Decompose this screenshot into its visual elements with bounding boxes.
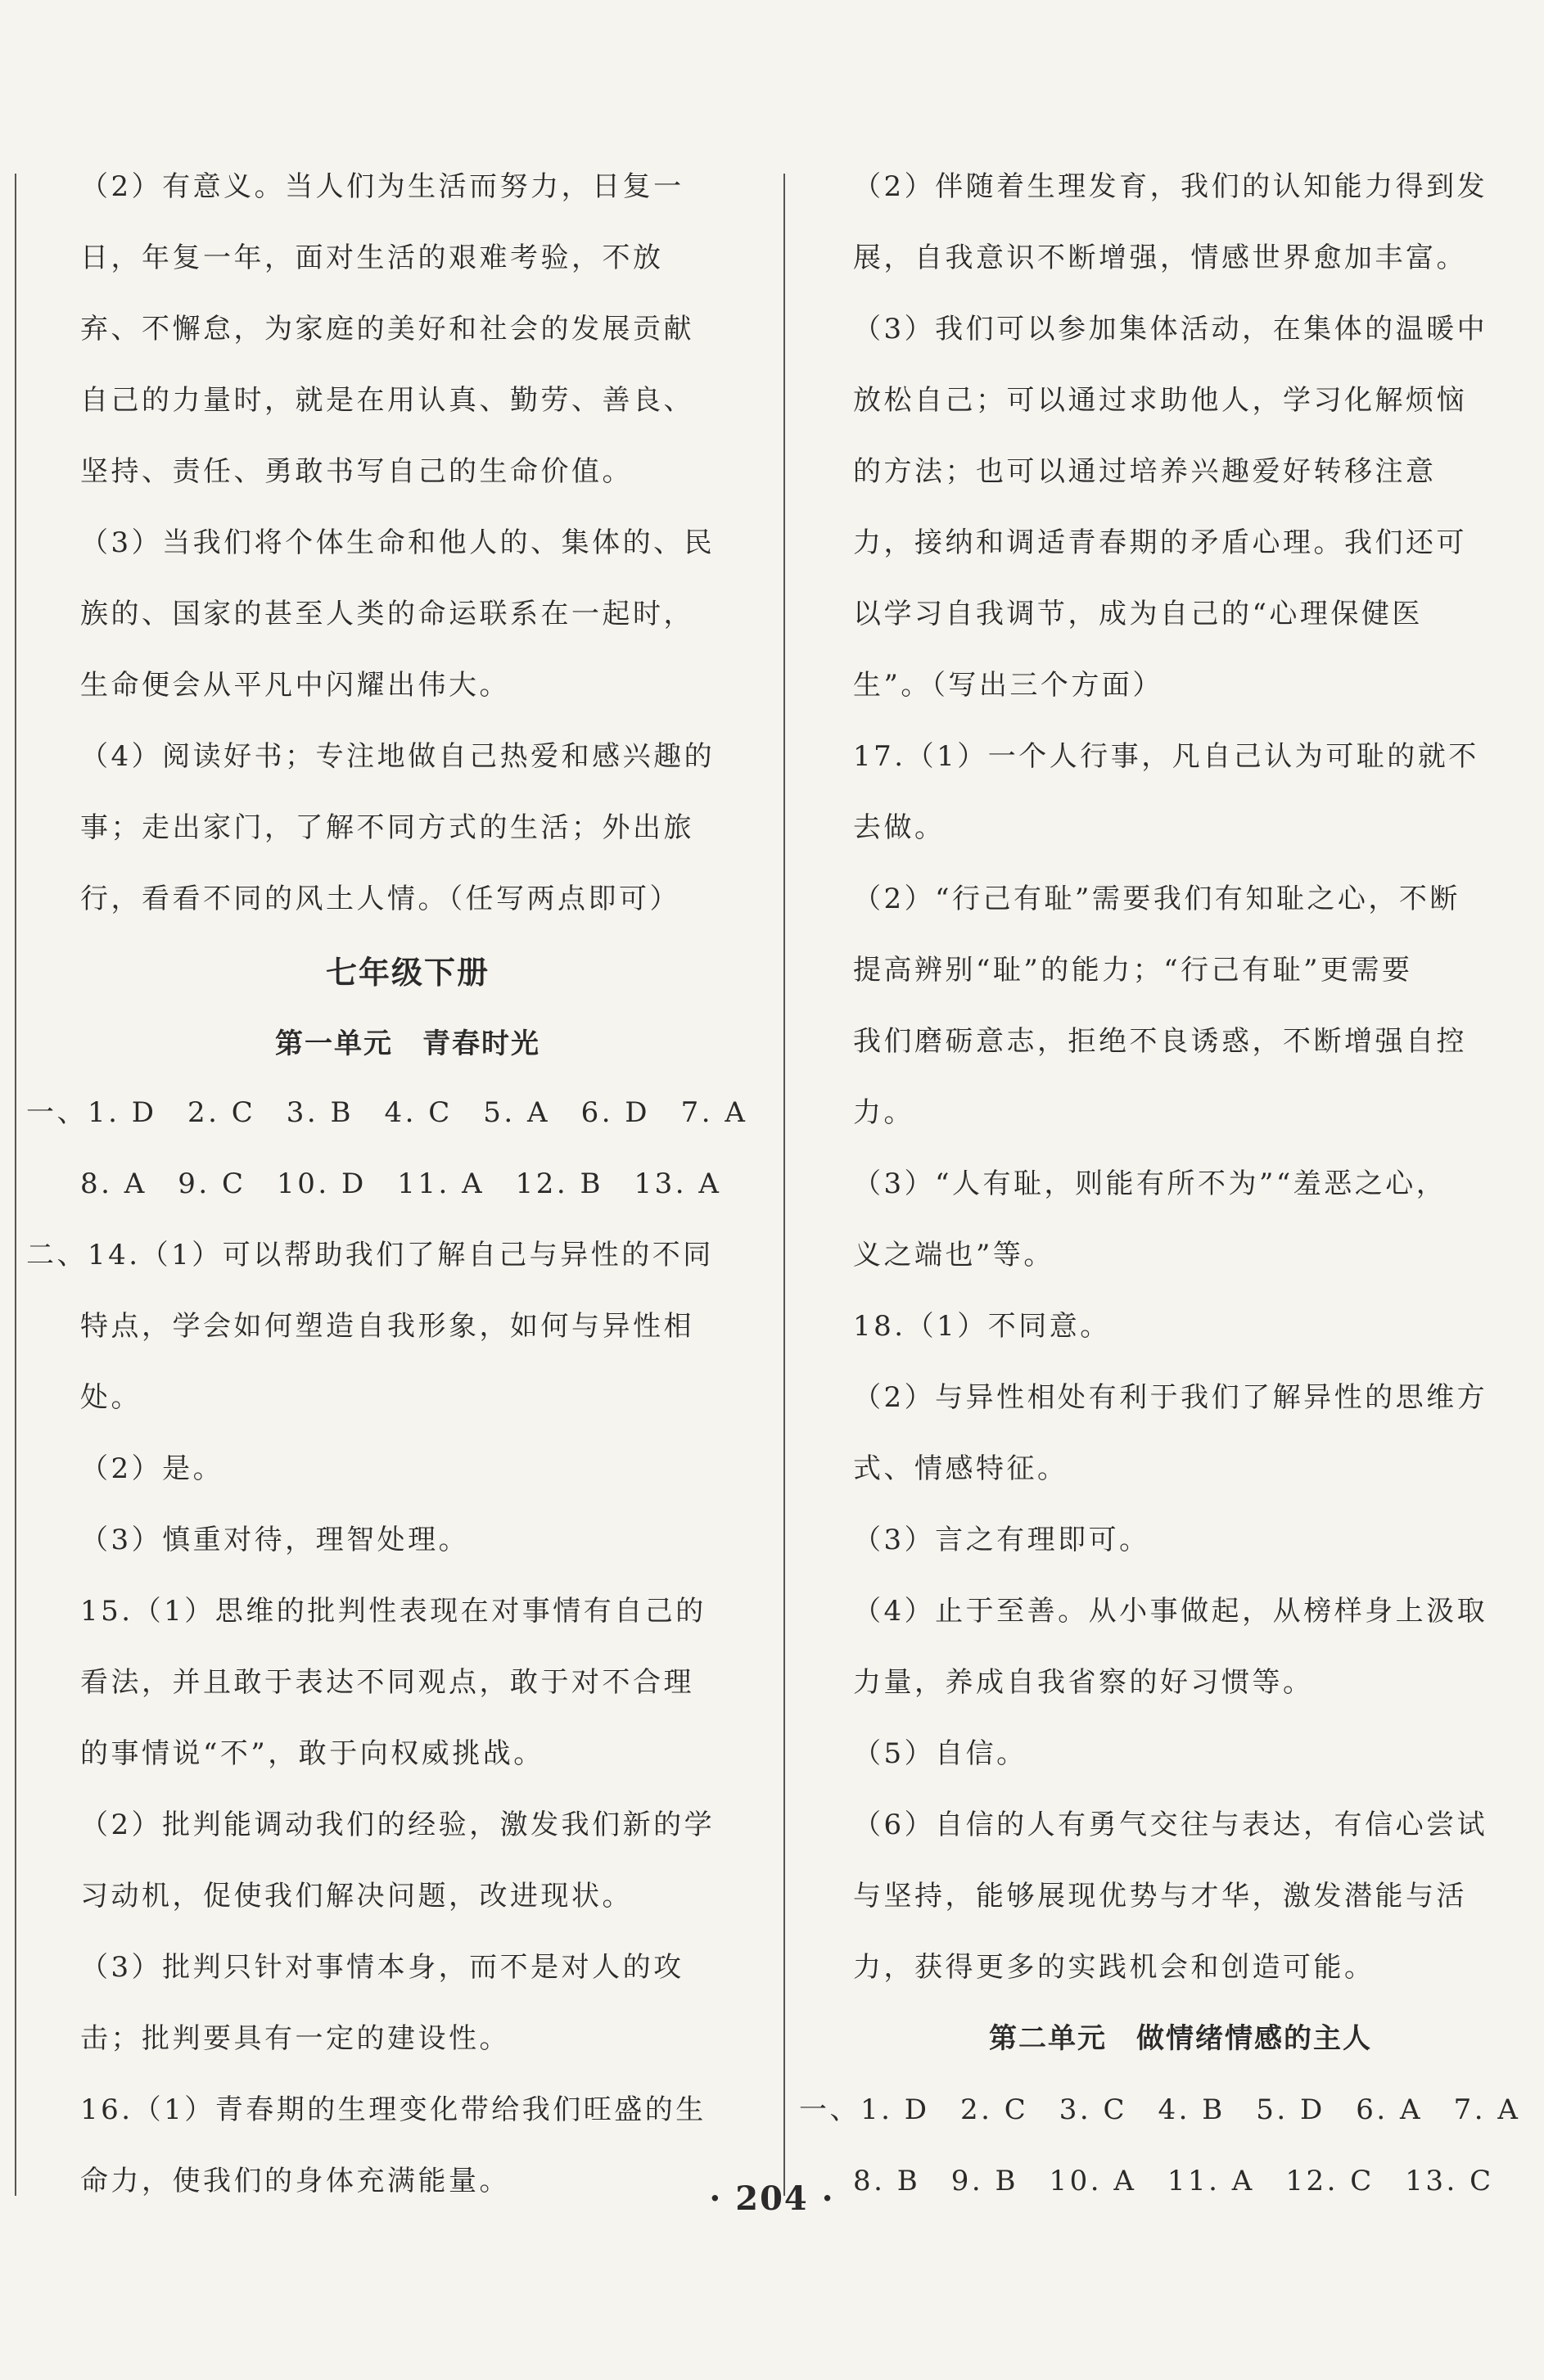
- text-line: 特点，学会如何塑造自我形象，如何与异性相: [80, 1310, 694, 1343]
- page-number: · 204 ·: [709, 2179, 835, 2218]
- text-line: （2）与异性相处有利于我们了解异性的思维方: [853, 1381, 1488, 1414]
- text-line: （3）批判只针对事情本身，而不是对人的攻: [80, 1951, 684, 1984]
- text-line: （2）是。: [80, 1452, 224, 1485]
- text-line: （3）“人有耻，则能有所不为”“羞恶之心，: [853, 1167, 1447, 1200]
- text-line: 二、14.（1）可以帮助我们了解自己与异性的不同: [26, 1239, 714, 1271]
- text-line: 击；批判要具有一定的建设性。: [80, 2022, 510, 2055]
- text-line: （5）自信。: [853, 1737, 1027, 1770]
- text-line: （4）阅读好书；专注地做自己热爱和感兴趣的: [80, 740, 716, 773]
- column-divider-rule: [783, 174, 785, 2196]
- text-line: 生”。（写出三个方面）: [853, 669, 1163, 702]
- text-line: 看法，并且敢于表达不同观点，敢于对不合理: [80, 1666, 694, 1699]
- text-line: 处。: [80, 1381, 142, 1414]
- text-line: 我们磨砺意志，拒绝不良诱惑，不断增强自控: [853, 1025, 1467, 1058]
- text-line: 弃、不懈怠，为家庭的美好和社会的发展贡献: [80, 313, 694, 345]
- text-line: （6）自信的人有勇气交往与表达，有信心尝试: [853, 1809, 1488, 1841]
- text-line: 去做。: [853, 811, 946, 844]
- text-line: 18.（1）不同意。: [853, 1310, 1111, 1343]
- unit-heading: 第二单元 做情绪情感的主人: [989, 2022, 1372, 2055]
- text-line: 17.（1）一个人行事，凡自己认为可耻的就不: [853, 740, 1479, 773]
- text-line: （3）我们可以参加集体活动，在集体的温暖中: [853, 313, 1488, 345]
- unit-heading: 第一单元 青春时光: [275, 1027, 540, 1060]
- section-title: 七年级下册: [325, 954, 490, 991]
- text-line: 力，接纳和调适青春期的矛盾心理。我们还可: [853, 526, 1467, 559]
- text-line: 提高辨别“耻”的能力；“行己有耻”更需要: [853, 954, 1413, 987]
- text-line: 放松自己；可以通过求助他人，学习化解烦恼: [853, 384, 1467, 417]
- text-line: 式、情感特征。: [853, 1452, 1068, 1485]
- text-line: 以学习自我调节，成为自己的“心理保健医: [853, 598, 1423, 630]
- text-line: 族的、国家的甚至人类的命运联系在一起时，: [80, 598, 694, 630]
- text-line: 日，年复一年，面对生活的艰难考验，不放: [80, 242, 664, 274]
- choice-answers: 8. B 9. B 10. A 11. A 12. C 13. C: [853, 2165, 1494, 2197]
- text-line: 坚持、责任、勇敢书写自己的生命价值。: [80, 455, 633, 488]
- text-line: （2）伴随着生理发育，我们的认知能力得到发: [853, 170, 1488, 203]
- text-line: 行，看看不同的风土人情。（任写两点即可）: [80, 883, 680, 915]
- choice-answers: 一、1. D 2. C 3. B 4. C 5. A 6. D 7. A: [26, 1096, 748, 1129]
- text-line: 15.（1）思维的批判性表现在对事情有自己的: [80, 1595, 707, 1628]
- text-line: 展，自我意识不断增强，情感世界愈加丰富。: [853, 242, 1467, 274]
- text-line: 习动机，促使我们解决问题，改进现状。: [80, 1880, 633, 1913]
- text-line: 义之端也”等。: [853, 1239, 1054, 1271]
- text-line: 与坚持，能够展现优势与才华，激发潜能与活: [853, 1880, 1467, 1913]
- text-line: 力，获得更多的实践机会和创造可能。: [853, 1951, 1375, 1984]
- text-line: 事；走出家门，了解不同方式的生活；外出旅: [80, 811, 694, 844]
- text-line: （3）言之有理即可。: [853, 1524, 1150, 1556]
- text-line: 命力，使我们的身体充满能量。: [80, 2165, 510, 2197]
- text-line: 力量，养成自我省察的好习惯等。: [853, 1666, 1314, 1699]
- text-line: 的方法；也可以通过培养兴趣爱好转移注意: [853, 455, 1437, 488]
- text-line: （2）批判能调动我们的经验，激发我们新的学: [80, 1809, 716, 1841]
- choice-answers: 8. A 9. C 10. D 11. A 12. B 13. A: [80, 1167, 722, 1200]
- text-line: 的事情说“不”，敢于向权威挑战。: [80, 1737, 544, 1770]
- text-line: （2）“行己有耻”需要我们有知耻之心，不断: [853, 883, 1460, 915]
- text-line: （2）有意义。当人们为生活而努力，日复一: [80, 170, 684, 203]
- text-line: （4）止于至善。从小事做起，从榜样身上汲取: [853, 1595, 1488, 1628]
- text-line: 16.（1）青春期的生理变化带给我们旺盛的生: [80, 2093, 707, 2126]
- text-line: （3）当我们将个体生命和他人的、集体的、民: [80, 526, 716, 559]
- left-margin-rule: [15, 174, 16, 2196]
- text-line: 自己的力量时，就是在用认真、勤劳、善良、: [80, 384, 694, 417]
- choice-answers: 一、1. D 2. C 3. C 4. B 5. D 6. A 7. A: [799, 2093, 1521, 2126]
- text-line: （3）慎重对待，理智处理。: [80, 1524, 470, 1556]
- text-line: 力。: [853, 1096, 914, 1129]
- text-line: 生命便会从平凡中闪耀出伟大。: [80, 669, 510, 702]
